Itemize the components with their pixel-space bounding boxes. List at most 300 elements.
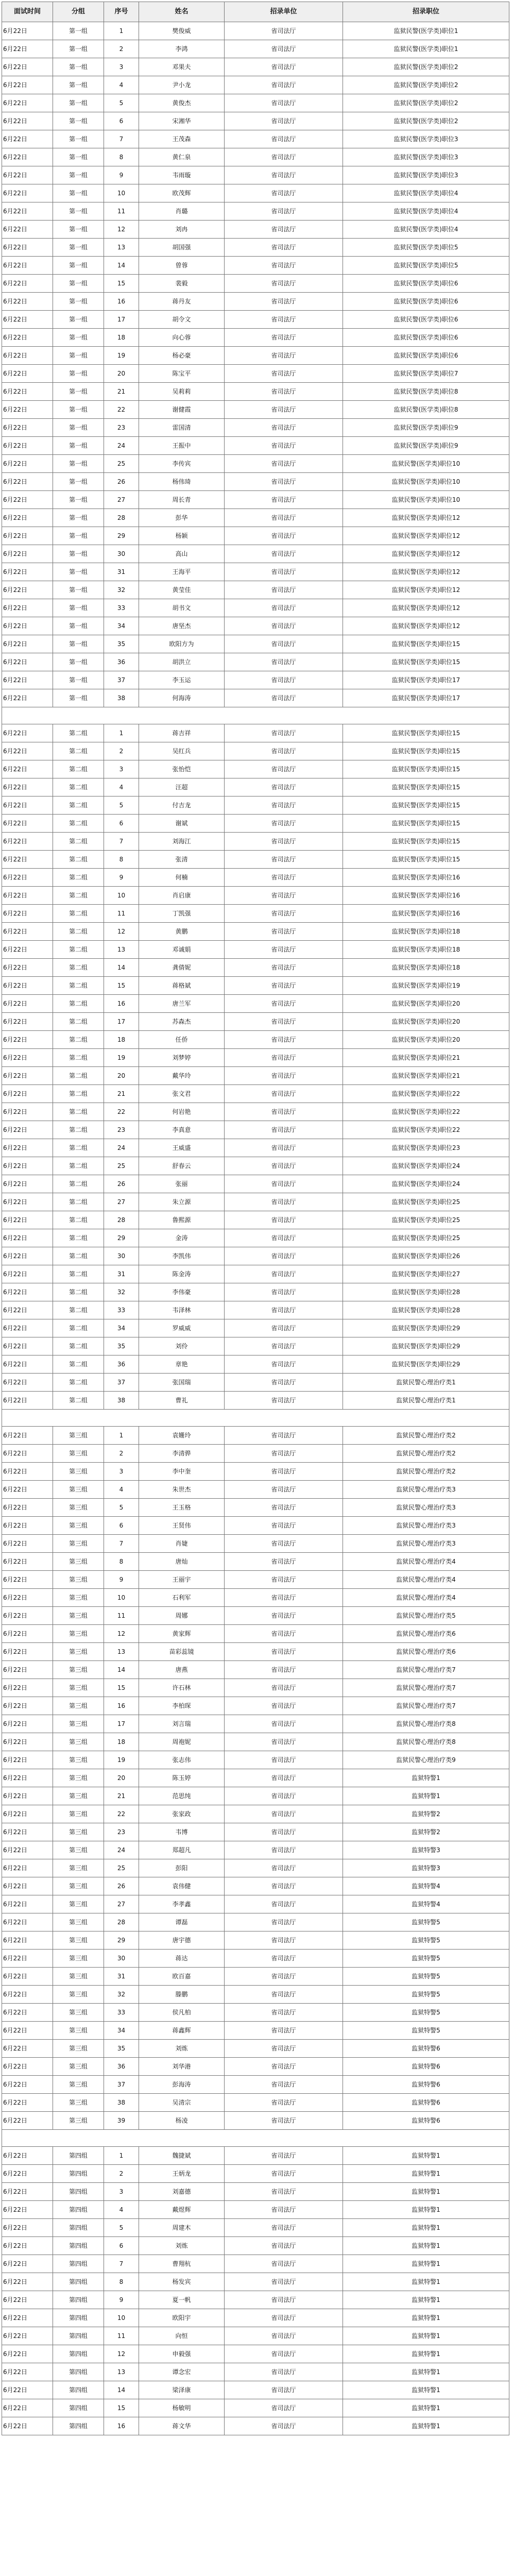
cell-position: 监狱民警(医学类)职位4 (343, 184, 509, 202)
cell-position: 监狱民警(医学类)职位27 (343, 1265, 509, 1283)
cell-seq: 7 (104, 2255, 139, 2273)
table-row (2, 257, 509, 275)
cell-unit: 省司法厅 (225, 599, 343, 617)
cell-name: 蒋文华 (139, 2417, 225, 2435)
cell-position: 监狱民警心理治疗类2 (343, 1427, 509, 1445)
cell-unit: 省司法厅 (225, 491, 343, 509)
cell-name: 黄莹佳 (139, 581, 225, 599)
cell-group: 第四组 (53, 2309, 104, 2327)
cell-seq: 15 (104, 2399, 139, 2417)
cell-position: 监狱特警1 (343, 2399, 509, 2417)
cell-seq: 10 (104, 1589, 139, 1607)
cell-position: 监狱民警(医学类)职位10 (343, 473, 509, 491)
cell-unit: 省司法厅 (225, 365, 343, 383)
cell-position: 监狱特警1 (343, 2183, 509, 2201)
cell-position: 监狱民警(医学类)职位15 (343, 778, 509, 796)
cell-name: 陈金涛 (139, 1265, 225, 1283)
table-row (2, 1211, 509, 1229)
cell-seq: 19 (104, 347, 139, 365)
table-row (2, 2237, 509, 2255)
cell-unit: 省司法厅 (225, 977, 343, 995)
cell-name: 魏捷斌 (139, 2147, 225, 2165)
cell-name: 范思纯 (139, 1787, 225, 1805)
cell-unit: 省司法厅 (225, 563, 343, 581)
cell-interview-time: 6月22日 (2, 130, 53, 148)
cell-interview-time: 6月22日 (2, 1607, 53, 1625)
cell-group: 第三组 (53, 1877, 104, 1895)
cell-unit: 省司法厅 (225, 724, 343, 742)
cell-interview-time: 6月22日 (2, 40, 53, 58)
table-row (2, 166, 509, 184)
cell-position: 监狱民警(医学类)职位12 (343, 545, 509, 563)
cell-unit: 省司法厅 (225, 22, 343, 40)
cell-seq: 27 (104, 1193, 139, 1211)
table-row (2, 1733, 509, 1751)
cell-seq: 33 (104, 2004, 139, 2022)
cell-unit: 省司法厅 (225, 2399, 343, 2417)
cell-name: 汪超 (139, 778, 225, 796)
cell-name: 任侨 (139, 1031, 225, 1049)
table-row (2, 581, 509, 599)
cell-interview-time: 6月22日 (2, 1337, 53, 1355)
cell-seq: 22 (104, 1805, 139, 1823)
cell-position: 监狱民警(医学类)职位29 (343, 1319, 509, 1337)
cell-unit: 省司法厅 (225, 2112, 343, 2130)
cell-seq: 1 (104, 1427, 139, 1445)
cell-unit: 省司法厅 (225, 1013, 343, 1031)
cell-unit: 省司法厅 (225, 166, 343, 184)
cell-interview-time: 6月22日 (2, 1931, 53, 1950)
cell-seq: 13 (104, 239, 139, 257)
table-row (2, 1121, 509, 1139)
table-row (2, 22, 509, 40)
table-row (2, 2058, 509, 2076)
cell-group: 第三组 (53, 1895, 104, 1913)
cell-interview-time: 6月22日 (2, 653, 53, 671)
cell-position: 监狱民警(医学类)职位16 (343, 869, 509, 887)
cell-unit: 省司法厅 (225, 851, 343, 869)
table-row (2, 2147, 509, 2165)
cell-group: 第三组 (53, 2022, 104, 2040)
cell-group: 第一组 (53, 58, 104, 76)
cell-interview-time: 6月22日 (2, 1787, 53, 1805)
cell-name: 胡洪立 (139, 653, 225, 671)
cell-unit: 省司法厅 (225, 617, 343, 635)
cell-seq: 18 (104, 1031, 139, 1049)
cell-unit: 省司法厅 (225, 1787, 343, 1805)
cell-interview-time: 6月22日 (2, 311, 53, 329)
cell-seq: 4 (104, 778, 139, 796)
cell-interview-time: 6月22日 (2, 1355, 53, 1374)
table-row (2, 311, 509, 329)
cell-name: 张清 (139, 851, 225, 869)
cell-position: 监狱特警5 (343, 1950, 509, 1968)
cell-name: 王威盛 (139, 1139, 225, 1157)
cell-seq: 2 (104, 2165, 139, 2183)
cell-unit: 省司法厅 (225, 383, 343, 401)
cell-name: 蒋达 (139, 1950, 225, 1968)
table-row (2, 815, 509, 833)
cell-unit: 省司法厅 (225, 202, 343, 221)
cell-unit: 省司法厅 (225, 527, 343, 545)
table-row (2, 112, 509, 130)
cell-unit: 省司法厅 (225, 2183, 343, 2201)
cell-position: 监狱特警1 (343, 2201, 509, 2219)
cell-group: 第三组 (53, 1823, 104, 1841)
cell-group: 第一组 (53, 130, 104, 148)
cell-position: 监狱特警1 (343, 2165, 509, 2183)
cell-group: 第二组 (53, 1157, 104, 1175)
cell-name: 何楠 (139, 869, 225, 887)
cell-name: 张家政 (139, 1805, 225, 1823)
cell-position: 监狱民警(医学类)职位22 (343, 1121, 509, 1139)
cell-position: 监狱民警(医学类)职位15 (343, 815, 509, 833)
cell-position: 监狱民警(医学类)职位12 (343, 509, 509, 527)
cell-position: 监狱民警(医学类)职位6 (343, 311, 509, 329)
table-row (2, 2417, 509, 2435)
cell-unit: 省司法厅 (225, 2022, 343, 2040)
cell-name: 朱世杰 (139, 1481, 225, 1499)
cell-group: 第二组 (53, 1211, 104, 1229)
cell-interview-time: 6月22日 (2, 1625, 53, 1643)
cell-name: 李玉运 (139, 671, 225, 689)
cell-unit: 省司法厅 (225, 40, 343, 58)
cell-group: 第二组 (53, 1374, 104, 1392)
group-separator-cell (2, 1410, 509, 1427)
cell-group: 第二组 (53, 905, 104, 923)
cell-unit: 省司法厅 (225, 2381, 343, 2399)
cell-interview-time: 6月22日 (2, 2219, 53, 2237)
table-row (2, 563, 509, 581)
cell-name: 王贤伟 (139, 1517, 225, 1535)
table-row (2, 1013, 509, 1031)
cell-group: 第二组 (53, 1355, 104, 1374)
cell-interview-time: 6月22日 (2, 22, 53, 40)
table-row (2, 2183, 509, 2201)
cell-position: 监狱特警1 (343, 2363, 509, 2381)
cell-group: 第一组 (53, 40, 104, 58)
cell-group: 第四组 (53, 2201, 104, 2219)
cell-name: 李柏琛 (139, 1697, 225, 1715)
cell-group: 第一组 (53, 329, 104, 347)
cell-position: 监狱民警(医学类)职位2 (343, 58, 509, 76)
cell-position: 监狱民警心理治疗类3 (343, 1535, 509, 1553)
table-row (2, 1643, 509, 1661)
cell-name: 张国瑞 (139, 1374, 225, 1392)
cell-unit: 省司法厅 (225, 2255, 343, 2273)
cell-interview-time: 6月22日 (2, 329, 53, 347)
cell-group: 第三组 (53, 1787, 104, 1805)
table-row (2, 1085, 509, 1103)
cell-unit: 省司法厅 (225, 941, 343, 959)
cell-group: 第二组 (53, 995, 104, 1013)
cell-seq: 1 (104, 22, 139, 40)
cell-name: 肖璐 (139, 202, 225, 221)
cell-name: 王丽宇 (139, 1571, 225, 1589)
cell-name: 吴清宗 (139, 2094, 225, 2112)
cell-interview-time: 6月22日 (2, 1805, 53, 1823)
cell-interview-time: 6月22日 (2, 869, 53, 887)
cell-interview-time: 6月22日 (2, 1643, 53, 1661)
cell-interview-time: 6月22日 (2, 76, 53, 94)
cell-name: 李真意 (139, 1121, 225, 1139)
cell-name: 杨敏明 (139, 2399, 225, 2417)
table-row (2, 1517, 509, 1535)
cell-unit: 省司法厅 (225, 2291, 343, 2309)
header-row (2, 2, 509, 22)
cell-seq: 5 (104, 2219, 139, 2237)
cell-interview-time: 6月22日 (2, 275, 53, 293)
cell-seq: 34 (104, 2022, 139, 2040)
cell-interview-time: 6月22日 (2, 923, 53, 941)
cell-interview-time: 6月22日 (2, 2399, 53, 2417)
cell-unit: 省司法厅 (225, 1049, 343, 1067)
cell-group: 第二组 (53, 1193, 104, 1211)
cell-group: 第四组 (53, 2345, 104, 2363)
cell-group: 第一组 (53, 563, 104, 581)
cell-unit: 省司法厅 (225, 1751, 343, 1769)
cell-group: 第三组 (53, 1715, 104, 1733)
cell-seq: 13 (104, 2363, 139, 2381)
table-row (2, 1895, 509, 1913)
cell-seq: 25 (104, 455, 139, 473)
cell-position: 监狱特警6 (343, 2040, 509, 2058)
cell-name: 胡国强 (139, 239, 225, 257)
table-row (2, 1950, 509, 1968)
cell-position: 监狱特警1 (343, 2237, 509, 2255)
cell-seq: 24 (104, 1139, 139, 1157)
cell-seq: 8 (104, 148, 139, 166)
cell-name: 申毅强 (139, 2345, 225, 2363)
cell-group: 第一组 (53, 239, 104, 257)
table-row (2, 742, 509, 760)
cell-unit: 省司法厅 (225, 1895, 343, 1913)
cell-seq: 18 (104, 329, 139, 347)
cell-interview-time: 6月22日 (2, 2345, 53, 2363)
cell-group: 第二组 (53, 851, 104, 869)
cell-seq: 8 (104, 851, 139, 869)
table-row (2, 509, 509, 527)
table-row (2, 923, 509, 941)
cell-interview-time: 6月22日 (2, 1247, 53, 1265)
cell-seq: 21 (104, 383, 139, 401)
cell-unit: 省司法厅 (225, 1607, 343, 1625)
table-row (2, 1301, 509, 1319)
cell-group: 第四组 (53, 2363, 104, 2381)
cell-unit: 省司法厅 (225, 635, 343, 653)
cell-group: 第四组 (53, 2165, 104, 2183)
cell-name: 刘炼 (139, 2237, 225, 2255)
cell-seq: 14 (104, 959, 139, 977)
cell-seq: 21 (104, 1787, 139, 1805)
cell-group: 第三组 (53, 1805, 104, 1823)
table-row (2, 1553, 509, 1571)
cell-seq: 21 (104, 1085, 139, 1103)
cell-group: 第一组 (53, 112, 104, 130)
table-row (2, 796, 509, 815)
cell-group: 第二组 (53, 1031, 104, 1049)
cell-group: 第二组 (53, 941, 104, 959)
cell-interview-time: 6月22日 (2, 1715, 53, 1733)
cell-seq: 27 (104, 1895, 139, 1913)
cell-seq: 2 (104, 742, 139, 760)
cell-name: 蒋吉祥 (139, 724, 225, 742)
table-row (2, 1661, 509, 1679)
cell-group: 第一组 (53, 617, 104, 635)
cell-position: 监狱民警(医学类)职位6 (343, 293, 509, 311)
cell-seq: 14 (104, 257, 139, 275)
table-row (2, 2399, 509, 2417)
table-row (2, 2327, 509, 2345)
cell-interview-time: 6月22日 (2, 221, 53, 239)
cell-seq: 24 (104, 1841, 139, 1859)
cell-group: 第四组 (53, 2291, 104, 2309)
table-row (2, 1427, 509, 1445)
cell-position: 监狱特警1 (343, 2381, 509, 2399)
cell-interview-time: 6月22日 (2, 112, 53, 130)
cell-interview-time: 6月22日 (2, 293, 53, 311)
cell-unit: 省司法厅 (225, 1103, 343, 1121)
cell-group: 第三组 (53, 2004, 104, 2022)
table-row (2, 202, 509, 221)
cell-unit: 省司法厅 (225, 1733, 343, 1751)
cell-position: 监狱民警(医学类)职位18 (343, 959, 509, 977)
cell-position: 监狱民警(医学类)职位19 (343, 977, 509, 995)
cell-seq: 16 (104, 1697, 139, 1715)
table-row (2, 1049, 509, 1067)
cell-position: 监狱民警(医学类)职位15 (343, 635, 509, 653)
cell-seq: 27 (104, 491, 139, 509)
cell-seq: 16 (104, 995, 139, 1013)
cell-position: 监狱民警(医学类)职位12 (343, 563, 509, 581)
cell-group: 第一组 (53, 22, 104, 40)
table-row (2, 347, 509, 365)
cell-seq: 4 (104, 76, 139, 94)
cell-unit: 省司法厅 (225, 1931, 343, 1950)
cell-unit: 省司法厅 (225, 455, 343, 473)
cell-seq: 5 (104, 796, 139, 815)
cell-interview-time: 6月22日 (2, 1392, 53, 1410)
table-row (2, 2112, 509, 2130)
cell-group: 第三组 (53, 2076, 104, 2094)
cell-unit: 省司法厅 (225, 257, 343, 275)
cell-unit: 省司法厅 (225, 221, 343, 239)
cell-position: 监狱民警(医学类)职位23 (343, 1139, 509, 1157)
cell-position: 监狱特警1 (343, 2273, 509, 2291)
cell-name: 肖启康 (139, 887, 225, 905)
cell-group: 第一组 (53, 202, 104, 221)
cell-name: 宋湘华 (139, 112, 225, 130)
cell-group: 第二组 (53, 923, 104, 941)
cell-unit: 省司法厅 (225, 923, 343, 941)
cell-group: 第四组 (53, 2417, 104, 2435)
cell-unit: 省司法厅 (225, 1625, 343, 1643)
cell-seq: 12 (104, 923, 139, 941)
table-row (2, 221, 509, 239)
cell-unit: 省司法厅 (225, 184, 343, 202)
header-name: 姓名 (139, 2, 225, 22)
cell-group: 第一组 (53, 581, 104, 599)
cell-name: 谭磊 (139, 1913, 225, 1931)
cell-interview-time: 6月22日 (2, 2237, 53, 2255)
cell-interview-time: 6月22日 (2, 202, 53, 221)
cell-seq: 32 (104, 1986, 139, 2004)
cell-seq: 36 (104, 2058, 139, 2076)
cell-name: 欧阳方为 (139, 635, 225, 653)
cell-interview-time: 6月22日 (2, 1950, 53, 1968)
table-row (2, 617, 509, 635)
cell-seq: 26 (104, 1175, 139, 1193)
cell-interview-time: 6月22日 (2, 1751, 53, 1769)
cell-interview-time: 6月22日 (2, 2309, 53, 2327)
cell-name: 滕鹏 (139, 1986, 225, 2004)
cell-group: 第一组 (53, 599, 104, 617)
cell-position: 监狱民警(医学类)职位17 (343, 671, 509, 689)
cell-name: 蒋格斌 (139, 977, 225, 995)
cell-seq: 31 (104, 1265, 139, 1283)
cell-interview-time: 6月22日 (2, 184, 53, 202)
cell-name: 李传宾 (139, 455, 225, 473)
cell-unit: 省司法厅 (225, 1697, 343, 1715)
cell-interview-time: 6月22日 (2, 1085, 53, 1103)
cell-interview-time: 6月22日 (2, 419, 53, 437)
cell-position: 监狱特警1 (343, 2345, 509, 2363)
table-row (2, 2219, 509, 2237)
table-row (2, 1607, 509, 1625)
cell-interview-time: 6月22日 (2, 455, 53, 473)
cell-position: 监狱特警6 (343, 2094, 509, 2112)
cell-unit: 省司法厅 (225, 671, 343, 689)
cell-seq: 35 (104, 1337, 139, 1355)
cell-position: 监狱民警心理治疗类8 (343, 1715, 509, 1733)
table-row (2, 2201, 509, 2219)
cell-unit: 省司法厅 (225, 1571, 343, 1589)
cell-position: 监狱民警(医学类)职位10 (343, 455, 509, 473)
cell-seq: 34 (104, 617, 139, 635)
cell-name: 袁姗玲 (139, 1427, 225, 1445)
cell-interview-time: 6月22日 (2, 527, 53, 545)
table-row (2, 1374, 509, 1392)
cell-group: 第三组 (53, 2094, 104, 2112)
table-row (2, 1787, 509, 1805)
cell-unit: 省司法厅 (225, 112, 343, 130)
cell-interview-time: 6月22日 (2, 1589, 53, 1607)
cell-unit: 省司法厅 (225, 2058, 343, 2076)
cell-group: 第三组 (53, 1950, 104, 1968)
header-interview-time: 面试时间 (2, 2, 53, 22)
cell-group: 第一组 (53, 221, 104, 239)
cell-group: 第一组 (53, 671, 104, 689)
cell-seq: 29 (104, 1229, 139, 1247)
cell-unit: 省司法厅 (225, 1085, 343, 1103)
cell-position: 监狱特警1 (343, 2255, 509, 2273)
cell-group: 第四组 (53, 2381, 104, 2399)
cell-seq: 8 (104, 1553, 139, 1571)
cell-name: 章艳 (139, 1355, 225, 1374)
table-row (2, 778, 509, 796)
cell-interview-time: 6月22日 (2, 2201, 53, 2219)
table-row (2, 653, 509, 671)
cell-position: 监狱民警(医学类)职位24 (343, 1157, 509, 1175)
cell-group: 第三组 (53, 1553, 104, 1571)
cell-group: 第四组 (53, 2273, 104, 2291)
cell-group: 第一组 (53, 311, 104, 329)
cell-interview-time: 6月22日 (2, 2058, 53, 2076)
cell-group: 第一组 (53, 293, 104, 311)
cell-name: 陈宝平 (139, 365, 225, 383)
cell-group: 第二组 (53, 1175, 104, 1193)
cell-name: 张怡恺 (139, 760, 225, 778)
